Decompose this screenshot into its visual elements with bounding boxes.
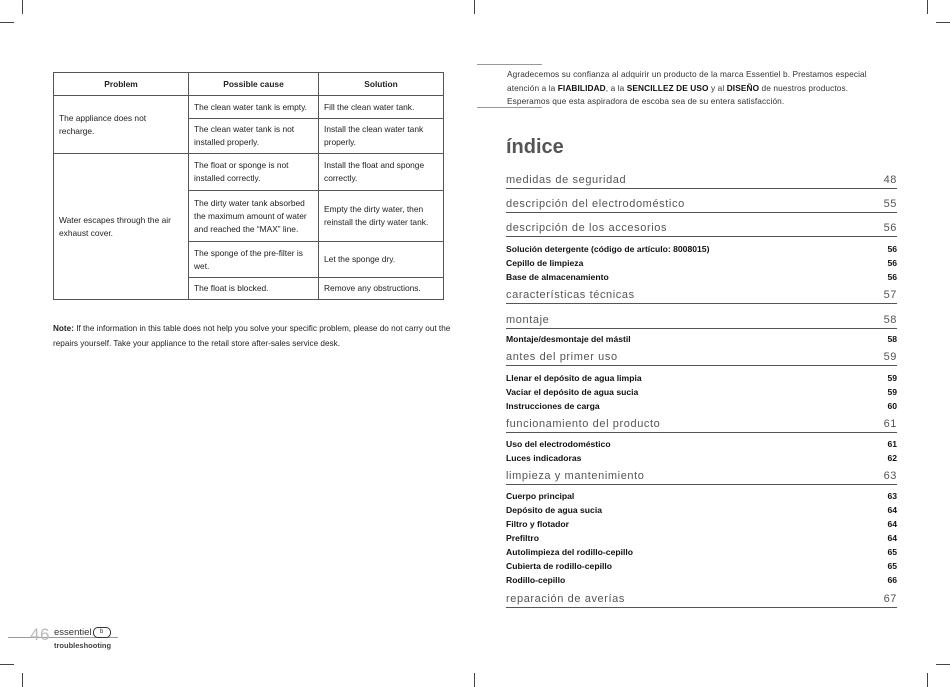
toc-section-row [506, 289, 897, 304]
toc-page-number: 56 [887, 244, 897, 254]
toc-label: reparación de averías [506, 593, 625, 605]
crop-mark [927, 673, 928, 687]
toc-section-row [506, 470, 897, 485]
brand-logo [54, 627, 111, 638]
page-number: 46 [30, 625, 50, 644]
problem-cell: The appliance does not recharge. [54, 96, 189, 154]
toc-page-number: 67 [883, 593, 897, 605]
brand-mark-icon: b [93, 627, 111, 638]
toc-subsection-row [506, 258, 897, 268]
toc-section-row [506, 222, 897, 237]
toc-label: descripción de los accesorios [506, 222, 668, 234]
toc-page-number: 61 [883, 418, 897, 430]
intro-paragraph [507, 68, 899, 109]
toc-label: Autolimpieza del rodillo-cepillo [506, 547, 634, 557]
toc-subsection-row [506, 491, 897, 501]
toc-section-row [506, 351, 897, 366]
intro-top-divider [477, 64, 542, 65]
note-label: Note: [53, 324, 74, 333]
crop-mark [22, 0, 23, 14]
intro-text: , a la [605, 82, 627, 93]
toc-page-number: 65 [887, 547, 897, 557]
crop-mark [474, 673, 475, 687]
toc-page-number: 64 [887, 505, 897, 515]
toc-subsection-row [506, 272, 897, 282]
toc-label: Depósito de agua sucia [506, 505, 602, 515]
solution-cell: Fill the clean water tank. [319, 96, 444, 119]
toc-label: Cepillo de limpieza [506, 258, 584, 268]
crop-mark [0, 22, 14, 23]
toc-label: Uso del electrodoméstico [506, 439, 611, 449]
toc-subsection-row [506, 547, 897, 557]
toc-label: Base de almacenamiento [506, 272, 609, 282]
crop-mark [936, 664, 950, 665]
toc-page-number: 60 [887, 401, 897, 411]
toc-section-row [506, 418, 897, 433]
solution-cell: Let the sponge dry. [319, 242, 444, 278]
toc-label: Rodillo-cepillo [506, 575, 566, 585]
intro-text: Esperamos que esta aspiradora de escoba sea de su entera satisfacción. [507, 96, 785, 106]
toc-page-number: 58 [883, 314, 897, 326]
toc-label: Prefiltro [506, 533, 539, 543]
toc-label: Vaciar el depósito de agua sucia [506, 387, 639, 397]
cause-cell: The float is blocked. [189, 278, 319, 300]
toc-label: Cubierta de rodillo-cepillo [506, 561, 612, 571]
toc-page-number: 66 [887, 575, 897, 585]
crop-mark [474, 0, 475, 14]
toc-page-number: 61 [887, 439, 897, 449]
toc-subsection-row [506, 439, 897, 449]
toc-label: antes del primer uso [506, 351, 618, 363]
toc-page-number: 65 [887, 561, 897, 571]
toc-label: Luces indicadoras [506, 453, 582, 463]
cause-cell: The dirty water tank absorbed the maximum amount of water and reached the “MAX” line. [189, 191, 319, 242]
toc-page-number: 62 [887, 453, 897, 463]
toc-label: medidas de seguridad [506, 174, 627, 186]
toc-page-number: 59 [883, 351, 897, 363]
toc-page-number: 63 [883, 470, 897, 482]
intro-text: Agradecemos su confianza al adquirir un producto de la marca Essentiel b. Prestamos especial atención a la [507, 69, 867, 93]
toc-label: características técnicas [506, 289, 635, 301]
toc-label: montaje [506, 314, 550, 326]
cause-cell: The clean water tank is not installed properly. [189, 119, 319, 154]
toc-page-number: 57 [883, 289, 897, 301]
toc-label: limpieza y mantenimiento [506, 470, 645, 482]
note-text: If the information in this table does not help you solve your specific problem, please do not carry out the repairs yourself. Take your appliance to the retail store after-sales service desk. [53, 324, 451, 348]
toc-section-row [506, 174, 897, 189]
section-label: troubleshooting [54, 641, 112, 650]
toc-label: Filtro y flotador [506, 519, 570, 529]
toc-page-number: 59 [887, 373, 897, 383]
toc-label: Solución detergente (código de artículo: 8008015) [506, 244, 710, 254]
toc-section-row [506, 593, 897, 608]
index-title: índice [506, 136, 564, 158]
toc-label: Instrucciones de carga [506, 401, 600, 411]
toc-subsection-row [506, 387, 897, 397]
header-problem: Problem [54, 73, 189, 96]
toc-label: Montaje/desmontaje del mástil [506, 334, 631, 344]
crop-mark [927, 0, 928, 14]
toc-label: Cuerpo principal [506, 491, 575, 501]
header-cause: Possible cause [189, 73, 319, 96]
problem-cell: Water escapes through the air exhaust cover. [54, 154, 189, 300]
crop-mark [0, 664, 14, 665]
toc-page-number: 59 [887, 387, 897, 397]
note-paragraph [53, 321, 453, 351]
toc-page-number: 63 [887, 491, 897, 501]
toc-subsection-row [506, 401, 897, 411]
solution-cell: Install the float and sponge correctly. [319, 154, 444, 191]
toc-page-number: 58 [887, 334, 897, 344]
table-row [54, 154, 444, 191]
toc-section-row [506, 198, 897, 213]
cause-cell: The float or sponge is not installed correctly. [189, 154, 319, 191]
intro-bold: SENCILLEZ DE USO [626, 82, 709, 93]
toc-subsection-row [506, 561, 897, 571]
toc-subsection-row [506, 373, 897, 383]
toc-subsection-row [506, 575, 897, 585]
toc-subsection-row [506, 244, 897, 254]
solution-cell: Empty the dirty water, then reinstall the dirty water tank. [319, 191, 444, 242]
table-row [54, 96, 444, 119]
toc-subsection-row [506, 334, 897, 344]
troubleshooting-table [53, 72, 444, 300]
brand-name: essentiel [54, 627, 92, 639]
solution-cell: Remove any obstructions. [319, 278, 444, 300]
solution-cell: Install the clean water tank properly. [319, 119, 444, 154]
intro-bold: FIABILIDAD [557, 82, 606, 93]
toc-page-number: 48 [883, 174, 897, 186]
crop-mark [936, 22, 950, 23]
toc-subsection-row [506, 533, 897, 543]
cause-cell: The sponge of the pre-filter is wet. [189, 242, 319, 278]
toc-section-row [506, 314, 897, 329]
table-header-row [54, 73, 444, 96]
header-solution: Solution [319, 73, 444, 96]
toc-page-number: 56 [887, 272, 897, 282]
toc-subsection-row [506, 453, 897, 463]
toc-page-number: 64 [887, 533, 897, 543]
toc-page-number: 64 [887, 519, 897, 529]
intro-bold: DISEÑO [726, 82, 760, 93]
toc-label: descripción del electrodoméstico [506, 198, 685, 210]
toc-page-number: 56 [883, 222, 897, 234]
intro-text: y al [708, 82, 727, 93]
toc-label: funcionamiento del producto [506, 418, 661, 430]
toc-page-number: 56 [887, 258, 897, 268]
toc-label: Llenar el depósito de agua limpia [506, 373, 642, 383]
cause-cell: The clean water tank is empty. [189, 96, 319, 119]
toc-subsection-row [506, 519, 897, 529]
crop-mark [22, 673, 23, 687]
intro-bottom-divider [477, 107, 542, 108]
toc-subsection-row [506, 505, 897, 515]
intro-text: de nuestros productos. [759, 82, 849, 93]
toc-page-number: 55 [883, 198, 897, 210]
